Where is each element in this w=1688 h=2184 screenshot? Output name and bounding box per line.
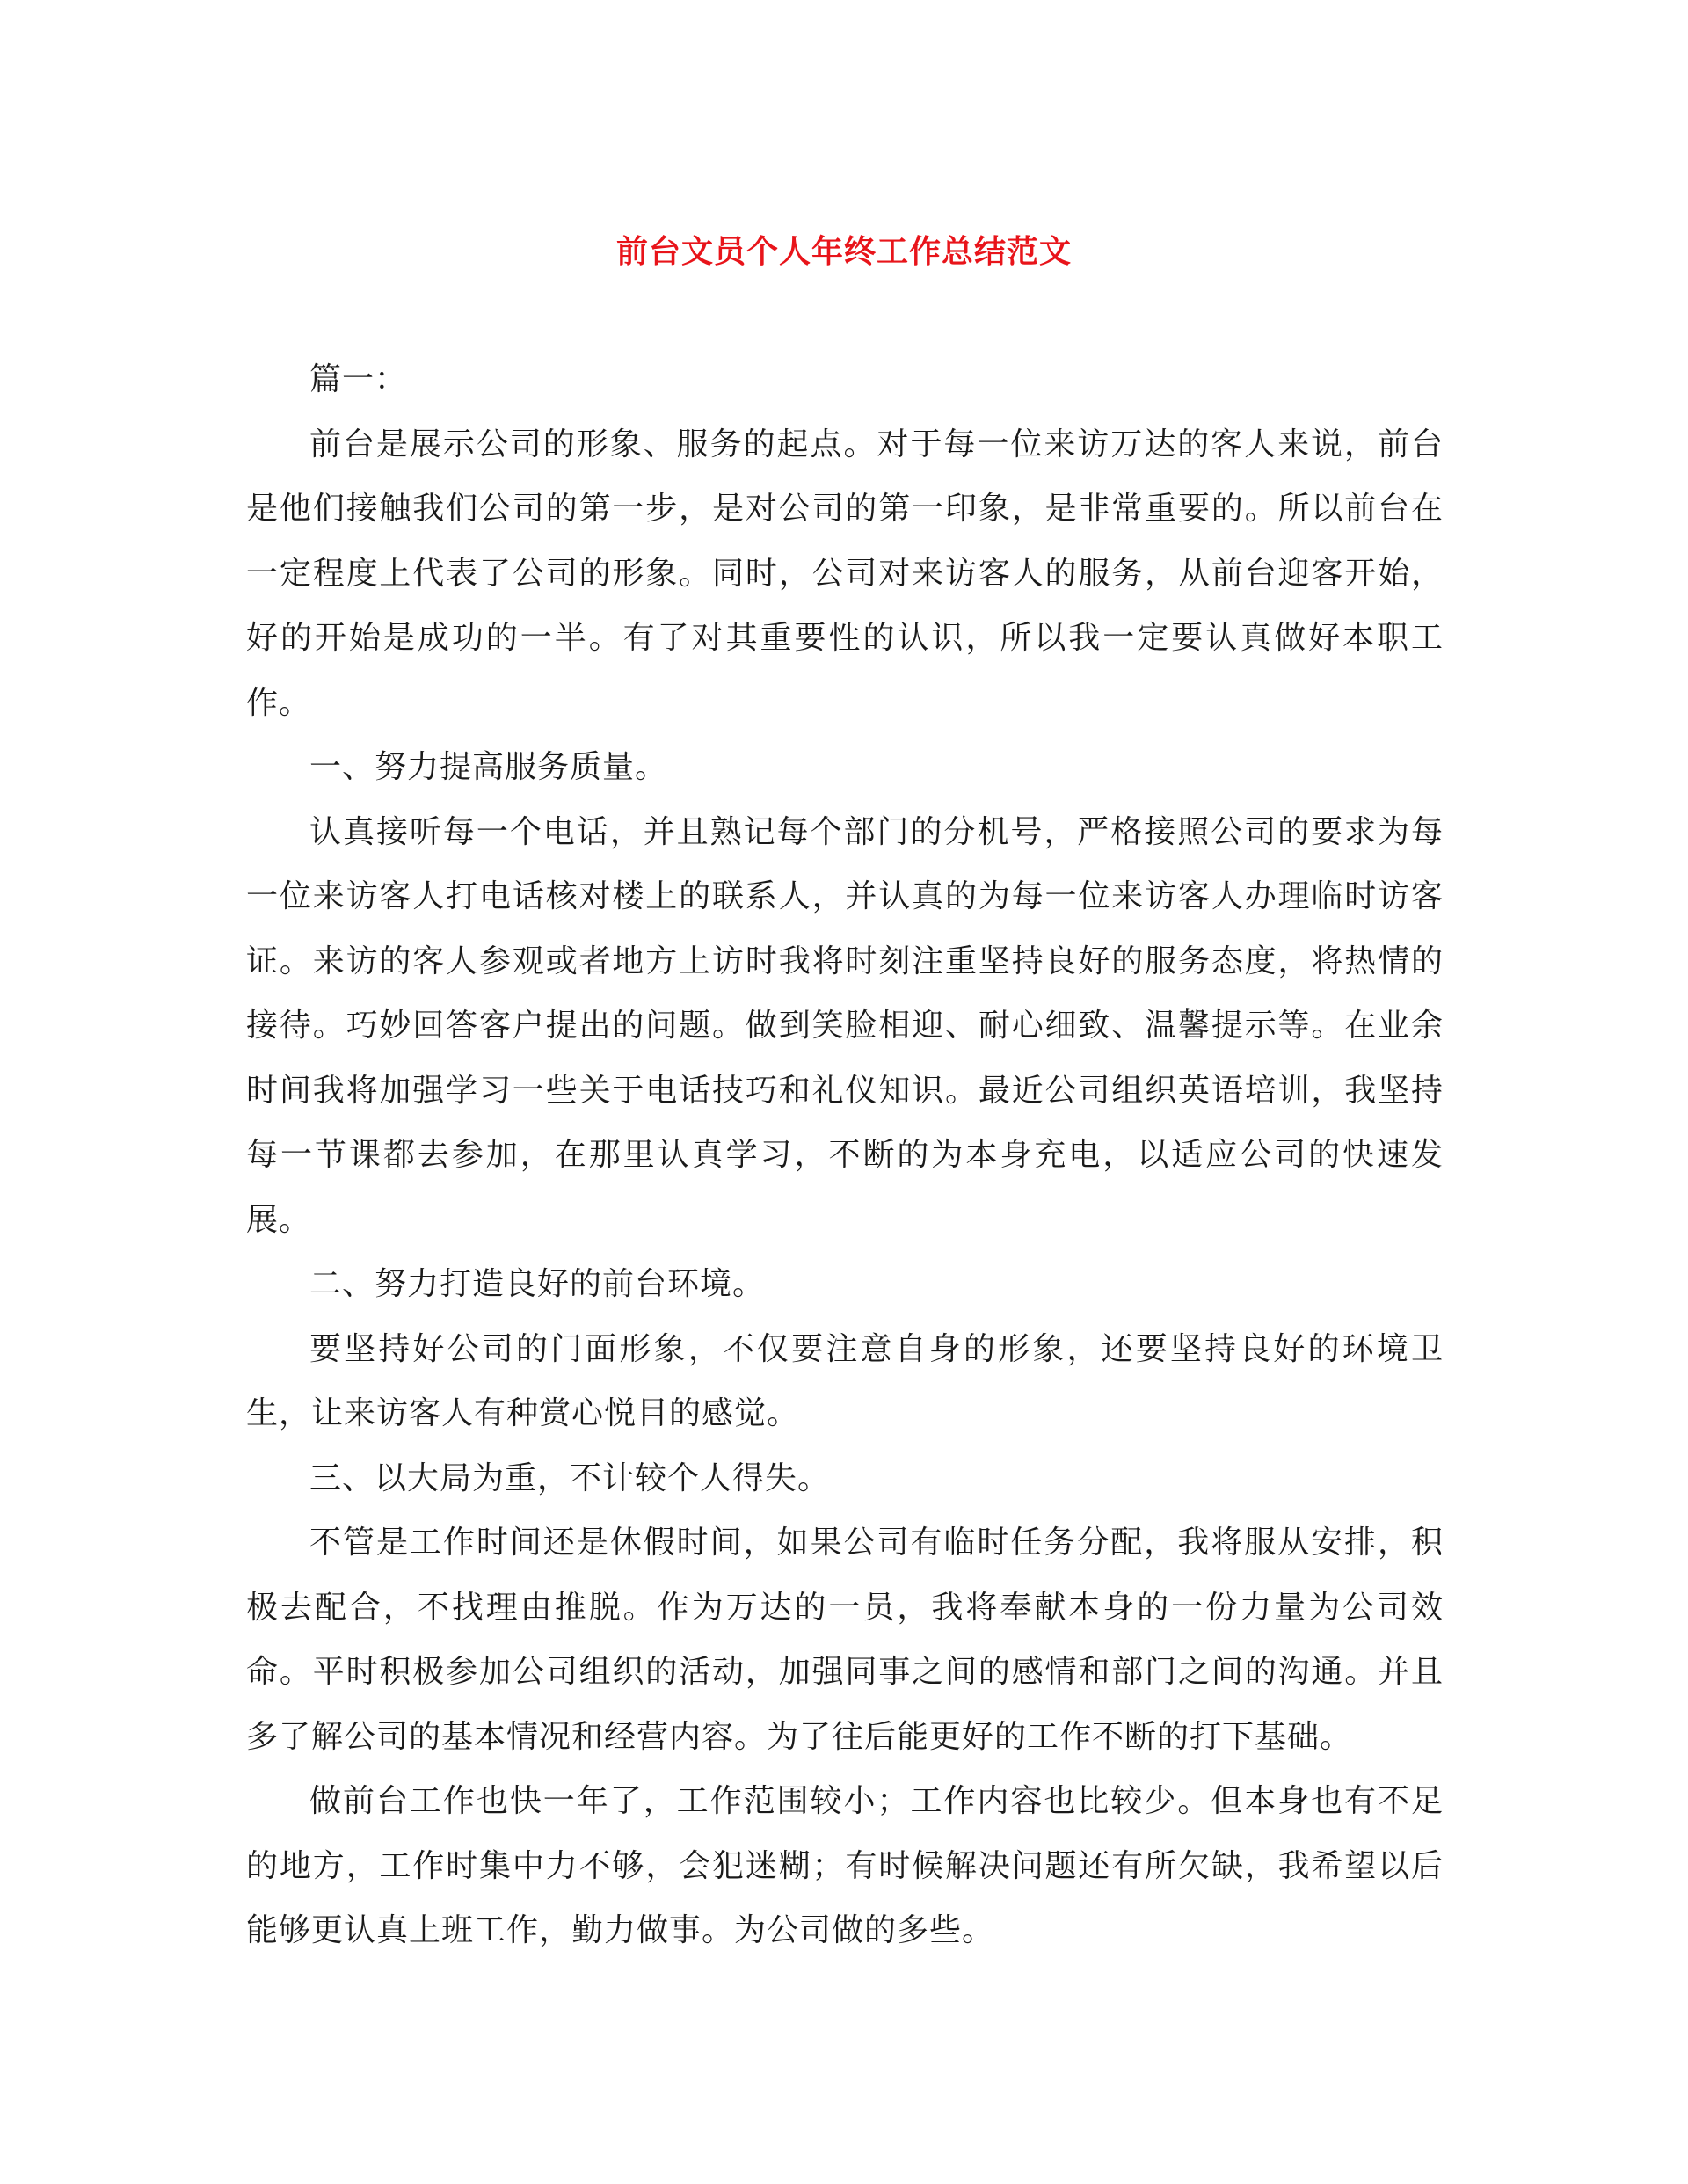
heading-section-1: 一、努力提高服务质量。 (309, 749, 668, 785)
heading-section-3: 三、以大局为重，不计较个人得失。 (309, 1460, 831, 1496)
heading-section-2: 二、努力打造良好的前台环境。 (309, 1266, 766, 1302)
paragraph-section-3: 不管是工作时间还是休假时间，如果公司有临时任务分配，我将服从安排，积极去配合，不找理由推脱。作为万达的一员，我将奉献本身的一份力量为公司效命。平时积极参加公司组织的活动，加强同事之间的感情和部门之间的沟通。并且多了解公司的基本情况和经营内容。为了往后能更好的工作不断的打下基础。 (246, 1525, 1444, 1755)
paragraph-intro: 前台是展示公司的形象、服务的起点。对于每一位来访万达的客人来说，前台是他们接触我们公司的第一步，是对公司的第一印象，是非常重要的。所以前台在一定程度上代表了公司的形象。同时，公司对来访客人的服务，从前台迎客开始，好的开始是成功的一半。有了对其重要性的认识，所以我一定要认真做好本职工作。 (246, 426, 1444, 721)
document-body (246, 347, 1444, 1963)
paragraph-section-1: 认真接听每一个电话，并且熟记每个部门的分机号，严格接照公司的要求为每一位来访客人打电话核对楼上的联系人，并认真的为每一位来访客人办理临时访客证。来访的客人参观或者地方上访时我将时刻注重坚持良好的服务态度，将热情的接待。巧妙回答客户提出的问题。做到笑脸相迎、耐心细致、温馨提示等。在业余时间我将加强学习一些关于电话技巧和礼仪知识。最近公司组织英语培训，我坚持每一节课都去参加，在那里认真学习，不断的为本身充电，以适应公司的快速发展。 (246, 813, 1444, 1238)
paragraph-section-label: 篇一： (309, 361, 408, 397)
document-title: 前台文员个人年终工作总结范文 (615, 233, 1072, 270)
paragraph-conclusion: 做前台工作也快一年了，工作范围较小；工作内容也比较少。但本身也有不足的地方，工作时集中力不够，会犯迷糊；有时候解决问题还有所欠缺，我希望以后能够更认真上班工作，勤力做事。为公司做的多些。 (246, 1783, 1444, 1948)
paragraph-section-2: 要坚持好公司的门面形象，不仅要注意自身的形象，还要坚持良好的环境卫生，让来访客人有种赏心悦目的感觉。 (246, 1330, 1444, 1431)
